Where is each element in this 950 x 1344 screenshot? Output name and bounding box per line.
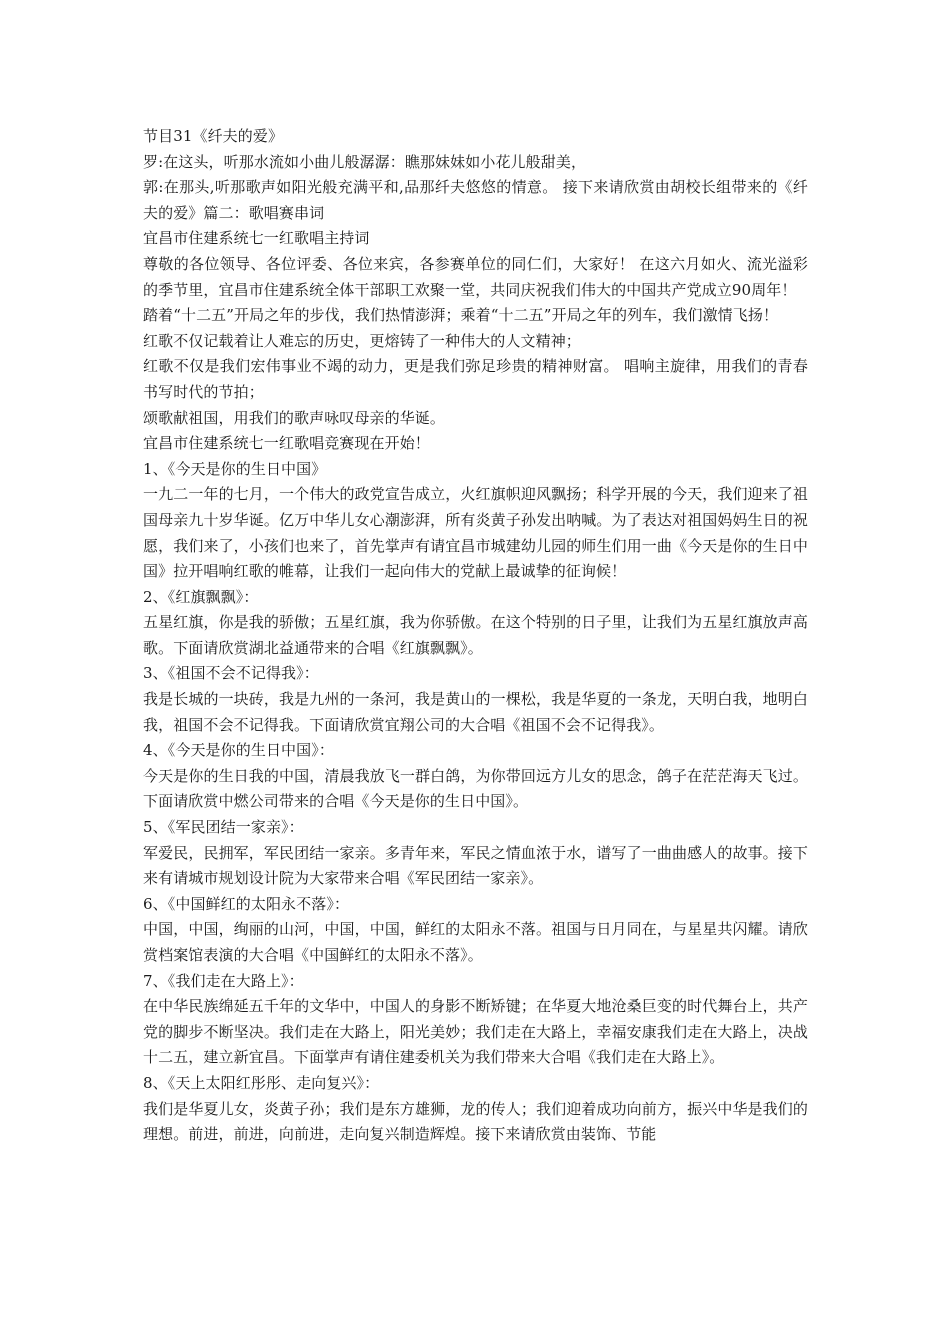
paragraph-song-5-intro: 军爱民，民拥军，军民团结一家亲。多青年来，军民之情血浓于水，谱写了一曲曲感人的故事。接下来有请城市规划设计院为大家带来合唱《军民团结一家亲》。	[143, 843, 808, 888]
paragraph-song-3-intro: 我是长城的一块砖，我是九州的一条河，我是黄山的一棵松，我是华夏的一条龙，天明白我，地明白我，祖国不会不记得我。下面请欣赏宜翔公司的大合唱《祖国不会不记得我》。	[143, 690, 808, 734]
paragraph-program-31-title: 节目31《纤夫的爱》	[143, 127, 284, 145]
paragraph-song-2-heading: 2、《红旗飘飘》：	[143, 587, 259, 606]
paragraph-song-5-heading: 5、《军民团结一家亲》：	[143, 818, 304, 837]
paragraph-host-script-title: 宜昌市住建系统七一红歌唱主持词	[143, 229, 370, 248]
paragraph-guo-line: 郭:在那头,听那歌声如阳光般充满平和,品那纤夫悠悠的情意。 接下来请欣赏由胡校长组带来的《纤夫的爱》篇二：歌唱赛串词	[143, 178, 808, 222]
paragraph-red-songs-motivation: 红歌不仅是我们宏伟事业不竭的动力，更是我们弥足珍贵的精神财富。 唱响主旋律，用我们的青春书写时代的节拍；	[143, 357, 808, 401]
document-body	[143, 124, 808, 1148]
paragraph-song-8-intro: 我们是华夏儿女，炎黄子孙；我们是东方雄狮，龙的传人；我们迎着成功向前方，振兴中华是我们的理想。前进，前进，向前进，走向复兴制造辉煌。接下来请欣赏由装饰、节能	[143, 1099, 808, 1144]
paragraph-red-songs-history: 红歌不仅记载着让人难忘的历史，更熔铸了一种伟大的人文精神；	[143, 331, 581, 350]
paragraph-song-6-intro: 中国，中国，绚丽的山河，中国，中国，鲜红的太阳永不落。祖国与日月同在，与星星共闪耀。请欣赏档案馆表演的大合唱《中国鲜红的太阳永不落》。	[143, 920, 808, 964]
paragraph-song-1-intro: 一九二一年的七月，一个伟大的政党宣告成立，火红旗帜迎风飘扬；科学开展的今天，我们迎来了祖国母亲九十岁华诞。亿万中华儿女心潮澎湃，所有炎黄子孙发出呐喊。为了表达对祖国妈妈生日的祝愿，我们来了，小孩们也来了，首先掌声有请宜昌市城建幼儿园的师生们用一曲《今天是你的生日中国》拉开唱响红歌的帷幕，让我们一起向伟大的党献上最诚挚的征询候！	[143, 485, 808, 581]
paragraph-contest-start: 宜昌市住建系统七一红歌唱竞赛现在开始！	[143, 434, 430, 453]
paragraph-five-year-plan: 踏着“十二五”开局之年的步伐，我们热情澎湃；乘着“十二五”开局之年的列车，我们激情飞扬！	[143, 306, 779, 325]
paragraph-song-8-heading: 8、《天上太阳红彤彤、走向复兴》：	[143, 1073, 380, 1092]
paragraph-song-7-heading: 7、《我们走在大路上》：	[143, 971, 304, 990]
paragraph-song-6-heading: 6、《中国鲜红的太阳永不落》：	[143, 894, 350, 913]
paragraph-ode-to-motherland: 颂歌献祖国，用我们的歌声咏叹母亲的华诞。	[143, 408, 446, 427]
paragraph-song-4-heading: 4、《今天是你的生日中国》：	[143, 741, 334, 760]
paragraph-song-3-heading: 3、《祖国不会不记得我》：	[143, 664, 319, 683]
paragraph-song-4-intro: 今天是你的生日我的中国，清晨我放飞一群白鸽，为你带回远方儿女的思念，鸽子在茫茫海天飞过。下面请欣赏中燃公司带来的合唱《今天是你的生日中国》。	[143, 766, 808, 811]
paragraph-song-2-intro: 五星红旗，你是我的骄傲；五星红旗，我为你骄傲。在这个特别的日子里，让我们为五星红旗放声高歌。下面请欣赏湖北益通带来的合唱《红旗飘飘》。	[143, 613, 808, 657]
paragraph-opening-greeting: 尊敬的各位领导、各位评委、各位来宾，各参赛单位的同仁们，大家好！ 在这六月如火、流光溢彩的季节里，宜昌市住建系统全体干部职工欢聚一堂，共同庆祝我们伟大的中国共产党成立90周年！	[143, 254, 808, 299]
paragraph-song-1-heading: 1、《今天是你的生日中国》	[143, 459, 327, 478]
paragraph-luo-line: 罗:在这头，听那水流如小曲儿般潺潺：瞧那妹妹如小花儿般甜美，	[143, 152, 587, 171]
paragraph-song-7-intro: 在中华民族绵延五千年的文华中，中国人的身影不断矫键；在华夏大地沧桑巨变的时代舞台上，共产党的脚步不断坚决。我们走在大路上，阳光美妙；我们走在大路上，幸福安康我们走在大路上，决战十二五，建立新宜昌。下面掌声有请住建委机关为我们带来大合唱《我们走在大路上》。	[143, 997, 808, 1067]
